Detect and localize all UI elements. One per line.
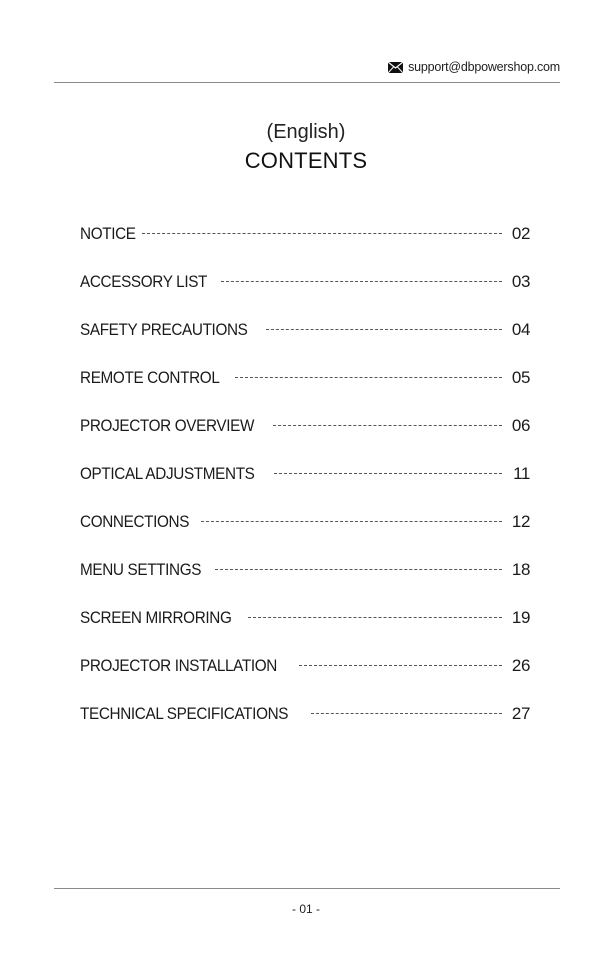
dot-leader [273, 425, 502, 426]
toc-entry-page: 26 [511, 656, 530, 675]
toc-entry-menu-settings[interactable] [80, 560, 530, 608]
toc-entry-projector-installation[interactable] [80, 656, 530, 704]
dot-leader [266, 329, 502, 330]
toc-entry-label: CONNECTIONS [80, 512, 190, 531]
page-header [388, 60, 560, 74]
toc-entry-optical-adjustments[interactable] [80, 464, 530, 512]
toc-entry-label: PROJECTOR INSTALLATION [80, 656, 277, 675]
toc-entry-projector-overview[interactable] [80, 416, 530, 464]
toc-entry-page: 05 [511, 368, 530, 387]
dot-leader [235, 377, 502, 378]
toc-entry-connections[interactable] [80, 512, 530, 560]
toc-entry-page: 02 [511, 224, 530, 243]
header-divider [54, 82, 560, 83]
toc-entry-screen-mirroring[interactable] [80, 608, 530, 656]
table-of-contents [80, 224, 530, 752]
toc-entry-label: PROJECTOR OVERVIEW [80, 416, 255, 435]
toc-entry-label: NOTICE [80, 224, 136, 243]
toc-entry-notice[interactable] [80, 224, 530, 272]
envelope-icon [388, 62, 403, 73]
toc-entry-remote-control[interactable] [80, 368, 530, 416]
dot-leader [201, 521, 502, 522]
toc-entry-page: 18 [511, 560, 530, 579]
toc-entry-accessory-list[interactable] [80, 272, 530, 320]
support-email[interactable]: support@dbpowershop.com [408, 60, 560, 74]
footer-divider [54, 888, 560, 889]
page-title: CONTENTS [244, 148, 368, 173]
toc-entry-technical-specifications[interactable] [80, 704, 530, 752]
dot-leader [142, 233, 502, 234]
toc-entry-page: 19 [511, 608, 530, 627]
toc-entry-safety-precautions[interactable] [80, 320, 530, 368]
dot-leader [221, 281, 502, 282]
dot-leader [248, 617, 502, 618]
toc-entry-label: SCREEN MIRRORING [80, 608, 232, 627]
toc-entry-label: ACCESSORY LIST [80, 272, 208, 291]
dot-leader [311, 713, 502, 714]
toc-entry-label: REMOTE CONTROL [80, 368, 220, 387]
page-number: - 01 - [291, 902, 320, 916]
toc-entry-page: 11 [513, 464, 530, 483]
language-label: (English) [266, 121, 346, 143]
toc-entry-page: 12 [511, 512, 530, 531]
dot-leader [274, 473, 502, 474]
toc-entry-label: MENU SETTINGS [80, 560, 202, 579]
toc-entry-page: 27 [511, 704, 530, 723]
toc-entry-page: 04 [511, 320, 530, 339]
toc-entry-page: 03 [511, 272, 530, 291]
toc-entry-label: OPTICAL ADJUSTMENTS [80, 464, 255, 483]
dot-leader [215, 569, 502, 570]
toc-entry-page: 06 [511, 416, 530, 435]
dot-leader [299, 665, 502, 666]
toc-entry-label: TECHNICAL SPECIFICATIONS [80, 704, 289, 723]
toc-entry-label: SAFETY PRECAUTIONS [80, 320, 248, 339]
